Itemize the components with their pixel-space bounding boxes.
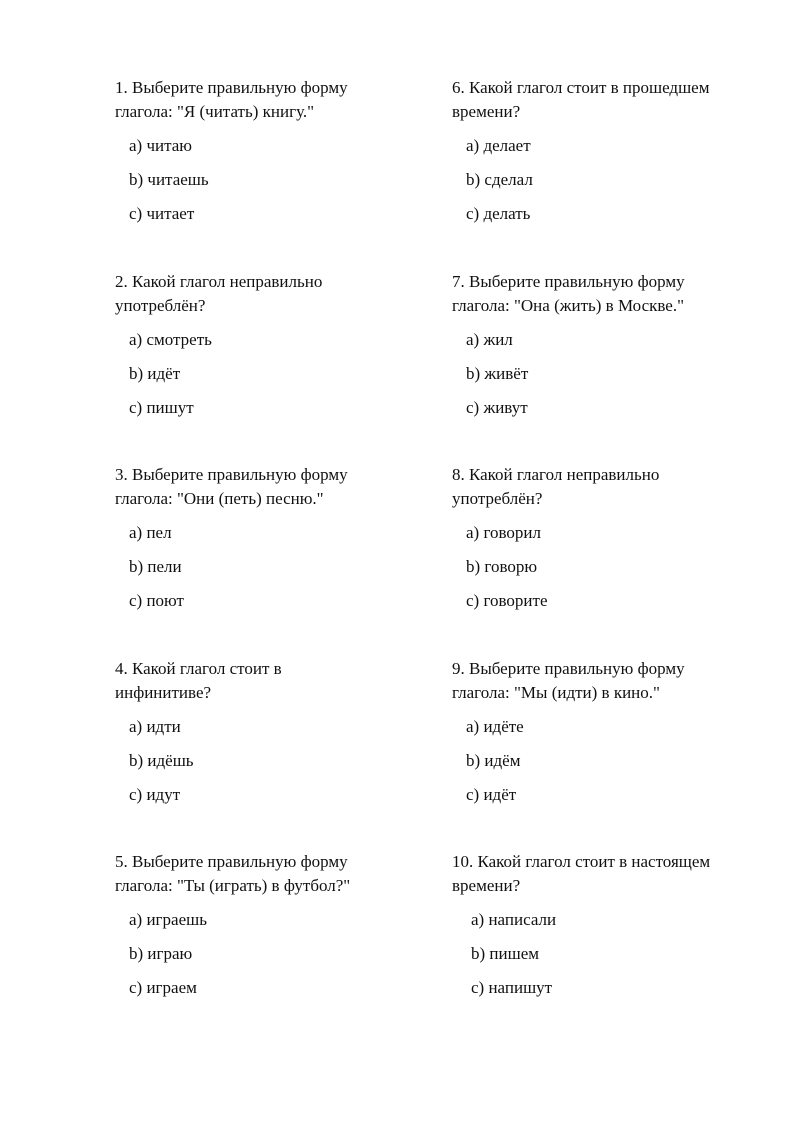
- question-10: [452, 850, 772, 1010]
- answer-options: [452, 521, 772, 623]
- answer-option-c: c) пишут: [129, 398, 194, 417]
- question-2: [115, 270, 435, 430]
- answer-option-c: c) напишут: [471, 978, 553, 997]
- question-6: [452, 76, 772, 236]
- answer-option-a: a) идёте: [466, 717, 524, 736]
- answer-options: [115, 908, 435, 1010]
- answer-option-c: c) поют: [129, 591, 184, 610]
- answer-option-b: b) сделал: [466, 170, 533, 189]
- question-4: [115, 657, 435, 817]
- answer-option-b: b) читаешь: [129, 170, 209, 189]
- answer-options: [452, 328, 772, 430]
- question-text: 9. Выберите правильную форму глагола: "Мы (идти) в кино.": [452, 659, 685, 702]
- answer-option-c: c) живут: [466, 398, 528, 417]
- answer-option-c: c) читает: [129, 204, 195, 223]
- question-9: [452, 657, 772, 817]
- answer-option-b: b) идёт: [129, 364, 181, 383]
- answer-option-b: b) пишем: [471, 944, 539, 963]
- answer-option-a: a) жил: [466, 330, 513, 349]
- question-5: [115, 850, 435, 1010]
- question-text: 7. Выберите правильную форму глагола: "Она (жить) в Москве.": [452, 272, 685, 315]
- answer-option-c: c) говорите: [466, 591, 548, 610]
- question-8: [452, 463, 772, 623]
- answer-option-b: b) пели: [129, 557, 182, 576]
- question-text: 8. Какой глагол неправильно употреблён?: [452, 465, 660, 508]
- question-text: 2. Какой глагол неправильно употреблён?: [115, 272, 323, 315]
- answer-option-b: b) идёшь: [129, 751, 194, 770]
- answer-option-b: b) идём: [466, 751, 521, 770]
- answer-option-a: a) пел: [129, 523, 172, 542]
- answer-option-a: a) написали: [471, 910, 557, 929]
- answer-options: [452, 134, 772, 236]
- answer-options: [115, 715, 435, 817]
- answer-option-a: a) играешь: [129, 910, 207, 929]
- answer-option-a: a) делает: [466, 136, 531, 155]
- answer-options: [115, 134, 435, 236]
- answer-option-c: c) делать: [466, 204, 531, 223]
- answer-options: [452, 908, 772, 1010]
- answer-option-a: a) читаю: [129, 136, 192, 155]
- answer-option-b: b) живёт: [466, 364, 529, 383]
- answer-option-b: b) говорю: [466, 557, 538, 576]
- question-text: 1. Выберите правильную форму глагола: "Я (читать) книгу.": [115, 78, 348, 121]
- answer-option-a: a) говорил: [466, 523, 541, 542]
- answer-options: [115, 328, 435, 430]
- question-text: 10. Какой глагол стоит в настоящем времени?: [452, 852, 711, 895]
- question-text: 5. Выберите правильную форму глагола: "Ты (играть) в футбол?": [115, 852, 351, 895]
- question-1: [115, 76, 435, 236]
- question-7: [452, 270, 772, 430]
- answer-option-c: c) идут: [129, 785, 181, 804]
- answer-option-c: c) играем: [129, 978, 197, 997]
- answer-option-b: b) играю: [129, 944, 193, 963]
- answer-option-c: c) идёт: [466, 785, 517, 804]
- answer-option-a: a) смотреть: [129, 330, 212, 349]
- answer-option-a: a) идти: [129, 717, 181, 736]
- answer-options: [115, 521, 435, 623]
- question-3: [115, 463, 435, 623]
- question-text: 3. Выберите правильную форму глагола: "Они (петь) песню.": [115, 465, 348, 508]
- question-text: 4. Какой глагол стоит в инфинитиве?: [115, 659, 282, 702]
- question-text: 6. Какой глагол стоит в прошедшем времени?: [452, 78, 710, 121]
- answer-options: [452, 715, 772, 817]
